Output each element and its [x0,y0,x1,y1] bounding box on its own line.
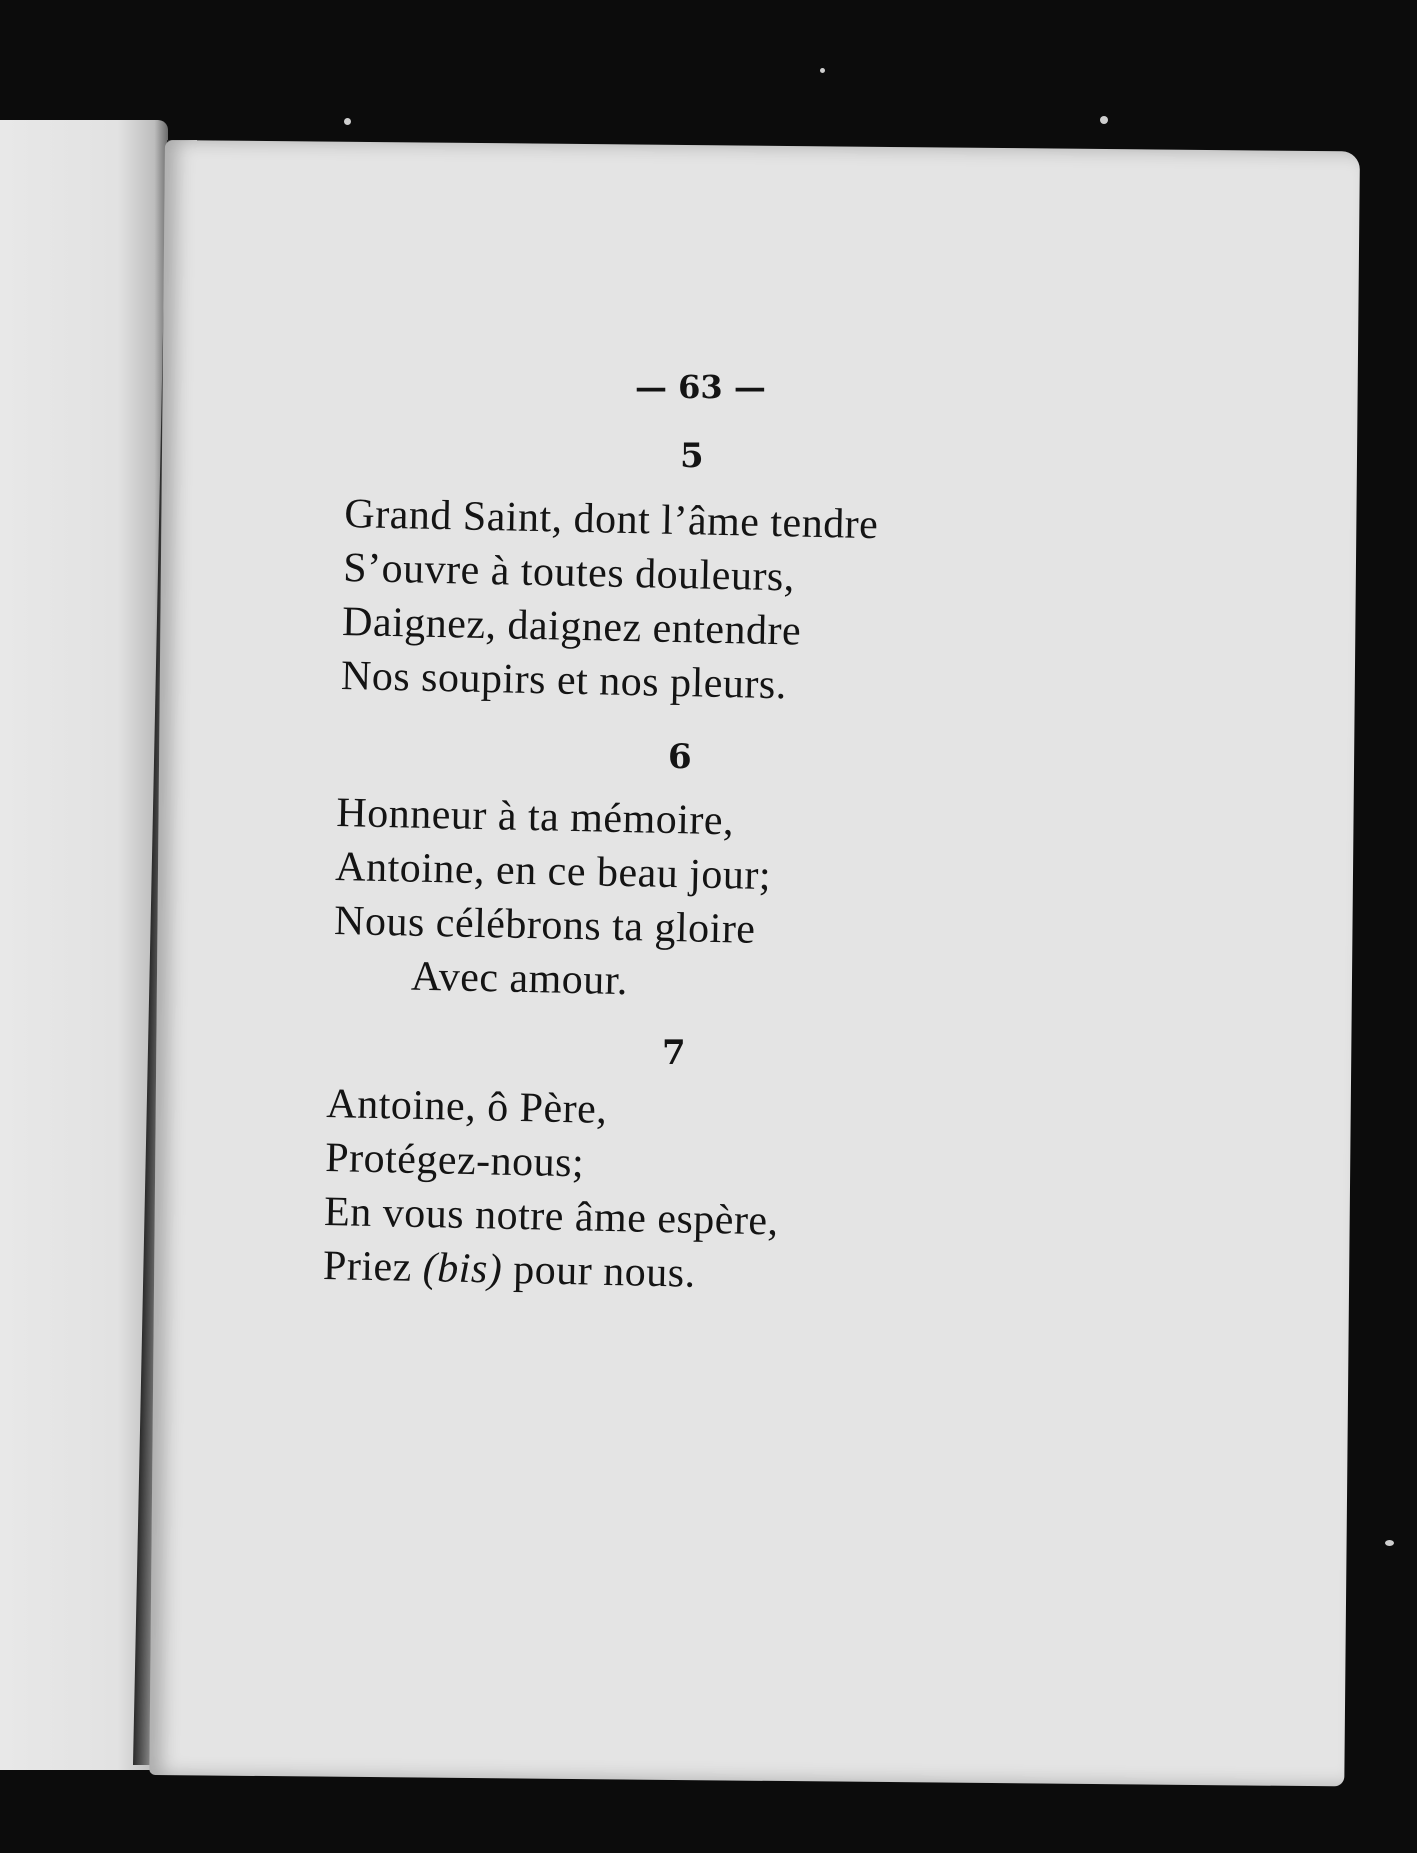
stanza-number-7: 7 [662,1033,686,1073]
page-number: — 63 — [635,368,766,406]
dust-speck [820,68,825,73]
verse-line: Antoine, en ce beau jour; [334,843,772,900]
repeat-marker: (bis) [422,1245,503,1293]
verse-line: S’ouvre à toutes douleurs, [342,544,796,601]
stanza-number-5: 5 [680,436,704,476]
verse-line: Honneur à ta mémoire, [335,789,735,845]
verse-line: En vous notre âme espère, [323,1188,780,1245]
stanza-5 [340,487,878,714]
verse-line: Nos soupirs et nos pleurs. [340,652,788,709]
stanza-6 [332,786,772,1011]
verse-line: Nous célébrons ta gloire [333,897,756,953]
verse-line: Grand Saint, dont l’âme tendre [343,490,879,549]
verse-line: Protégez-nous; [324,1134,585,1187]
verse-line: Avec amour. [410,953,629,1005]
dust-speck [1385,1540,1394,1546]
dust-speck [1100,116,1108,124]
verse-line: Daignez, daignez entendre [341,598,802,655]
verse-text: pour nous. [512,1246,697,1297]
verse-line-last [322,1239,778,1303]
dust-speck [344,118,351,125]
verse-line: Antoine, ô Père, [325,1080,608,1133]
verse-text: Priez [322,1242,413,1291]
stanza-7 [322,1077,781,1302]
stanza-number-6: 6 [668,737,692,777]
